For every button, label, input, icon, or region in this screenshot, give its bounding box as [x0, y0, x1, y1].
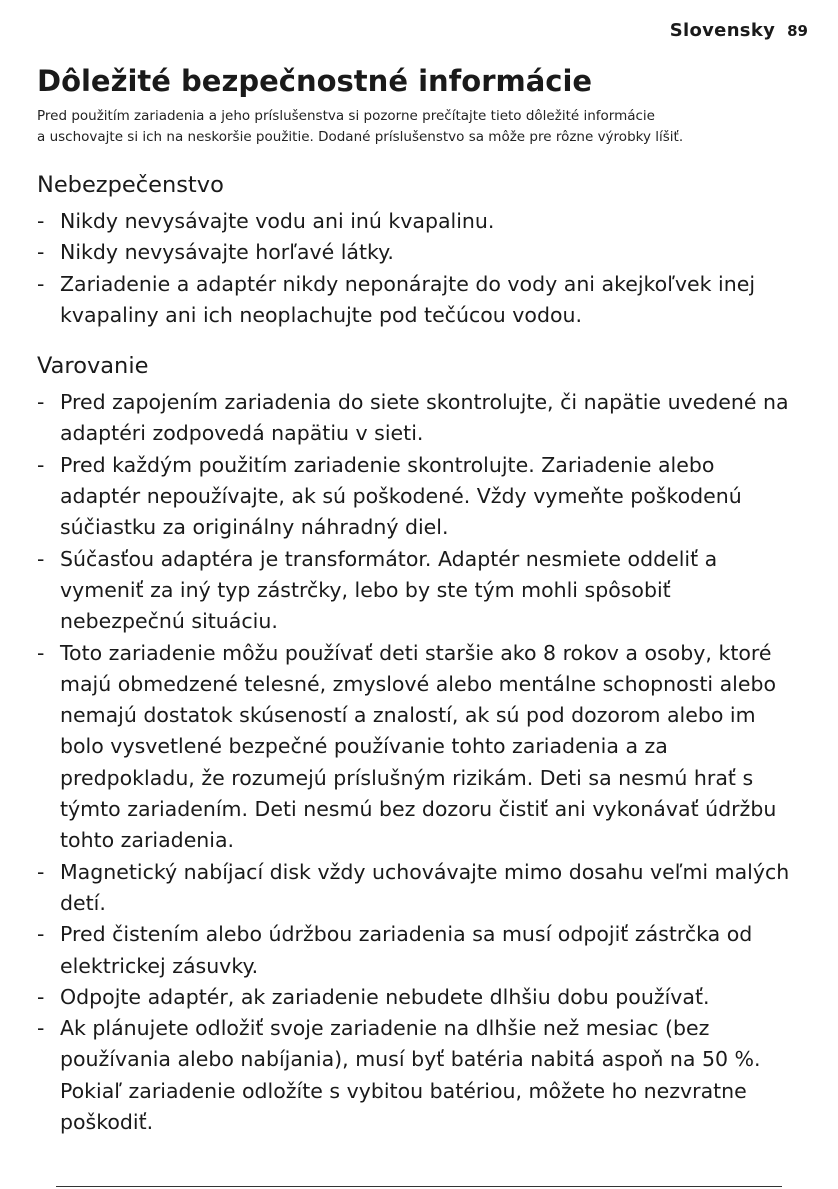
- list-item: - Nikdy nevysávajte vodu ani inú kvapalinu.: [37, 206, 797, 237]
- footer-divider: [56, 1186, 782, 1187]
- list-item: - Pred zapojením zariadenia do siete skontrolujte, či napätie uvedené na adaptéri zodpovedá napätiu v sieti.: [37, 387, 797, 450]
- document-body: [37, 62, 797, 1138]
- intro-line: Pred použitím zariadenia a jeho príslušenstva si pozorne prečítajte tieto dôležité informácie: [37, 108, 655, 124]
- list-item: - Toto zariadenie môžu používať deti staršie ako 8 rokov a osoby, ktoré majú obmedzené telesné, zmyslové alebo mentálne schopnosti alebo nemajú dostatok skúseností a znalostí, ak sú pod dozorom alebo im bolo vysvetlené bezpečné používanie tohto zariadenia a za predpokladu, že rozumejú príslušným rizikám. Deti sa nesmú hrať s týmto zariadením. Deti nesmú bez dozoru čistiť ani vykonávať údržbu tohto zariadenia.: [37, 638, 797, 857]
- list-item: - Pred každým použitím zariadenie skontrolujte. Zariadenie alebo adaptér nepoužívajte, ak sú poškodené. Vždy vymeňte poškodenú súčiastku za originálny náhradný diel.: [37, 450, 797, 544]
- list-item: - Magnetický nabíjací disk vždy uchovávajte mimo dosahu veľmi malých detí.: [37, 857, 797, 920]
- section-heading-danger: Nebezpečenstvo: [37, 172, 224, 198]
- danger-list: [37, 206, 797, 331]
- page-title: Dôležité bezpečnostné informácie: [37, 64, 593, 98]
- list-item: - Ak plánujete odložiť svoje zariadenie na dlhšie než mesiac (bez používania alebo nabíjania), musí byť batéria nabitá aspoň na 50 %. Pokiaľ zariadenie odložíte s vybitou batériou, môžete ho nezvratne poškodiť.: [37, 1013, 797, 1138]
- page-header: [670, 20, 808, 41]
- list-item: - Odpojte adaptér, ak zariadenie nebudete dlhšiu dobu používať.: [37, 982, 797, 1013]
- intro-line: a uschovajte si ich na neskoršie použitie. Dodané príslušenstvo sa môže pre rôzne výrobky líšiť.: [37, 129, 684, 145]
- list-item: - Súčasťou adaptéra je transformátor. Adaptér nesmiete oddeliť a vymeniť za iný typ zástrčky, lebo by ste tým mohli spôsobiť nebezpečnú situáciu.: [37, 544, 797, 638]
- language-label: Slovensky: [669, 20, 776, 41]
- intro-paragraph: [37, 106, 767, 148]
- section-heading-warning: Varovanie: [37, 353, 149, 380]
- list-item: - Nikdy nevysávajte horľavé látky.: [37, 237, 797, 268]
- list-item: - Pred čistením alebo údržbou zariadenia sa musí odpojiť zástrčka od elektrickej zásuvky.: [37, 919, 797, 982]
- list-item: - Zariadenie a adaptér nikdy neponárajte do vody ani akejkoľvek inej kvapaliny ani ich neoplachujte pod tečúcou vodou.: [37, 269, 797, 332]
- warning-list: [37, 387, 797, 1138]
- page-number: 89: [787, 22, 808, 40]
